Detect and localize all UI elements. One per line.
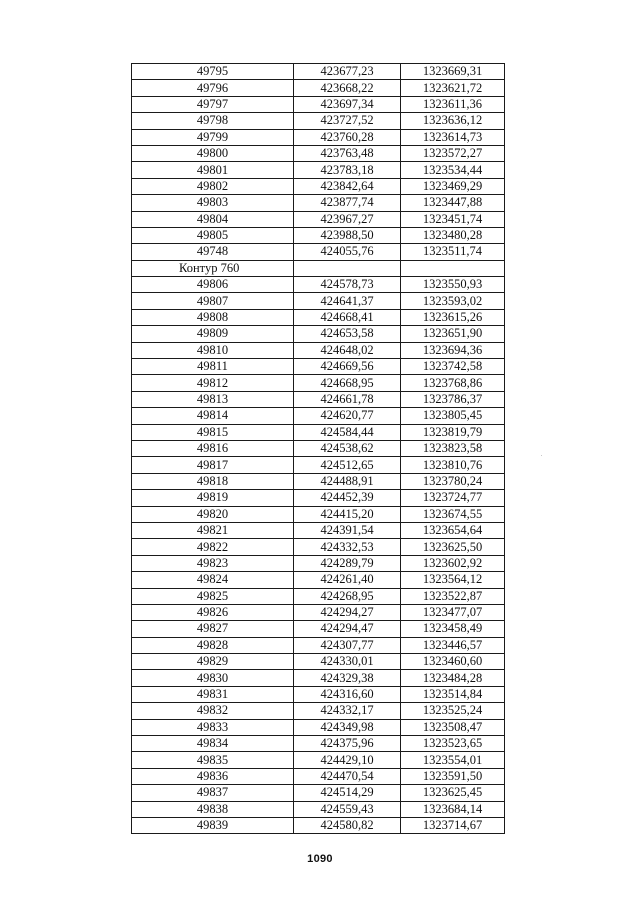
table-row: [132, 621, 505, 637]
point-number-cell: 49817: [132, 457, 294, 473]
point-number-cell: 49815: [132, 424, 294, 440]
y-coordinate-cell: 1323572,27: [401, 145, 505, 161]
table-row: [132, 408, 505, 424]
y-coordinate-cell: 1323615,26: [401, 309, 505, 325]
point-number-cell: 49814: [132, 408, 294, 424]
scan-speck: [541, 455, 542, 456]
table-row: [132, 490, 505, 506]
x-coordinate-cell: 424330,01: [294, 654, 401, 670]
point-number-cell: 49813: [132, 391, 294, 407]
y-coordinate-cell: 1323564,12: [401, 572, 505, 588]
y-coordinate-cell: 1323554,01: [401, 752, 505, 768]
x-coordinate-cell: 424452,39: [294, 490, 401, 506]
x-coordinate-cell: 424488,91: [294, 473, 401, 489]
x-coordinate-cell: 424661,78: [294, 391, 401, 407]
table-row: [132, 277, 505, 293]
point-number-cell: 49819: [132, 490, 294, 506]
x-coordinate-cell: 423697,34: [294, 96, 401, 112]
table-row: [132, 162, 505, 178]
y-coordinate-cell: 1323654,64: [401, 522, 505, 538]
coordinates-table: [131, 63, 505, 834]
y-coordinate-cell: 1323591,50: [401, 768, 505, 784]
y-coordinate-cell: 1323625,50: [401, 539, 505, 555]
y-coordinate-cell: 1323511,74: [401, 244, 505, 260]
point-number-cell: 49808: [132, 309, 294, 325]
y-coordinate-cell: 1323514,84: [401, 686, 505, 702]
x-coordinate-cell: 424329,38: [294, 670, 401, 686]
point-number-cell: 49748: [132, 244, 294, 260]
point-number-cell: 49802: [132, 178, 294, 194]
point-number-cell: 49826: [132, 604, 294, 620]
y-coordinate-cell: 1323522,87: [401, 588, 505, 604]
table-row: [132, 64, 505, 80]
point-number-cell: 49822: [132, 539, 294, 555]
y-coordinate-cell: 1323469,29: [401, 178, 505, 194]
x-coordinate-cell: 424268,95: [294, 588, 401, 604]
table-row: [132, 80, 505, 96]
point-number-cell: 49825: [132, 588, 294, 604]
y-coordinate-cell: 1323611,36: [401, 96, 505, 112]
point-number-cell: 49800: [132, 145, 294, 161]
x-coordinate-cell: 424391,54: [294, 522, 401, 538]
point-number-cell: 49816: [132, 440, 294, 456]
y-coordinate-cell: 1323446,57: [401, 637, 505, 653]
x-coordinate-cell: 424514,29: [294, 785, 401, 801]
table-row: [132, 227, 505, 243]
table-row: [132, 539, 505, 555]
table-row: [132, 654, 505, 670]
y-coordinate-cell: 1323823,58: [401, 440, 505, 456]
x-coordinate-cell: 424584,44: [294, 424, 401, 440]
point-number-cell: 49831: [132, 686, 294, 702]
x-coordinate-cell: 424307,77: [294, 637, 401, 653]
table-row: [132, 801, 505, 817]
table-row: [132, 719, 505, 735]
x-coordinate-cell: 423763,48: [294, 145, 401, 161]
x-coordinate-cell: 424641,37: [294, 293, 401, 309]
y-coordinate-cell: 1323477,07: [401, 604, 505, 620]
point-number-cell: 49806: [132, 277, 294, 293]
table-row: [132, 113, 505, 129]
point-number-cell: 49801: [132, 162, 294, 178]
table-row: [132, 326, 505, 342]
table-row: [132, 244, 505, 260]
point-number-cell: 49836: [132, 768, 294, 784]
x-coordinate-cell: 423842,64: [294, 178, 401, 194]
x-coordinate-cell: 424055,76: [294, 244, 401, 260]
point-number-cell: 49809: [132, 326, 294, 342]
point-number-cell: 49798: [132, 113, 294, 129]
x-coordinate-cell: 423760,28: [294, 129, 401, 145]
table-row: [132, 768, 505, 784]
x-coordinate-cell: 424578,73: [294, 277, 401, 293]
y-coordinate-cell: 1323447,88: [401, 195, 505, 211]
point-number-cell: 49803: [132, 195, 294, 211]
y-coordinate-cell: 1323534,44: [401, 162, 505, 178]
table-row: [132, 457, 505, 473]
y-coordinate-cell: 1323480,28: [401, 227, 505, 243]
y-coordinate-cell: 1323550,93: [401, 277, 505, 293]
point-number-cell: 49821: [132, 522, 294, 538]
table-row: [132, 703, 505, 719]
y-coordinate-cell: 1323819,79: [401, 424, 505, 440]
table-row: [132, 195, 505, 211]
table-row: [132, 145, 505, 161]
table-row: [132, 670, 505, 686]
x-coordinate-cell: 424415,20: [294, 506, 401, 522]
table-row: [132, 342, 505, 358]
x-coordinate-cell: [294, 260, 401, 276]
x-coordinate-cell: 424332,17: [294, 703, 401, 719]
y-coordinate-cell: [401, 260, 505, 276]
y-coordinate-cell: 1323625,45: [401, 785, 505, 801]
table-row: [132, 555, 505, 571]
y-coordinate-cell: 1323810,76: [401, 457, 505, 473]
x-coordinate-cell: 424668,95: [294, 375, 401, 391]
point-number-cell: 49795: [132, 64, 294, 80]
table-row: [132, 359, 505, 375]
table-row: [132, 211, 505, 227]
point-number-cell: 49811: [132, 359, 294, 375]
y-coordinate-cell: 1323780,24: [401, 473, 505, 489]
table-row: [132, 637, 505, 653]
x-coordinate-cell: 424294,47: [294, 621, 401, 637]
y-coordinate-cell: 1323651,90: [401, 326, 505, 342]
x-coordinate-cell: 423677,23: [294, 64, 401, 80]
x-coordinate-cell: 424261,40: [294, 572, 401, 588]
point-number-cell: 49838: [132, 801, 294, 817]
y-coordinate-cell: 1323458,49: [401, 621, 505, 637]
point-number-cell: 49805: [132, 227, 294, 243]
y-coordinate-cell: 1323508,47: [401, 719, 505, 735]
table-row: [132, 440, 505, 456]
y-coordinate-cell: 1323593,02: [401, 293, 505, 309]
y-coordinate-cell: 1323742,58: [401, 359, 505, 375]
y-coordinate-cell: 1323602,92: [401, 555, 505, 571]
x-coordinate-cell: 424648,02: [294, 342, 401, 358]
x-coordinate-cell: 424375,96: [294, 736, 401, 752]
table-row: [132, 424, 505, 440]
point-number-cell: 49812: [132, 375, 294, 391]
x-coordinate-cell: 424559,43: [294, 801, 401, 817]
table-row: [132, 752, 505, 768]
x-coordinate-cell: 423967,27: [294, 211, 401, 227]
point-number-cell: 49823: [132, 555, 294, 571]
table-row: [132, 293, 505, 309]
y-coordinate-cell: 1323523,65: [401, 736, 505, 752]
point-number-cell: 49810: [132, 342, 294, 358]
x-coordinate-cell: 424653,58: [294, 326, 401, 342]
point-number-cell: 49799: [132, 129, 294, 145]
point-number-cell: 49832: [132, 703, 294, 719]
x-coordinate-cell: 424620,77: [294, 408, 401, 424]
x-coordinate-cell: 424668,41: [294, 309, 401, 325]
point-number-cell: 49797: [132, 96, 294, 112]
point-number-cell: 49829: [132, 654, 294, 670]
point-number-cell: 49835: [132, 752, 294, 768]
y-coordinate-cell: 1323484,28: [401, 670, 505, 686]
table-row: [132, 736, 505, 752]
point-number-cell: 49820: [132, 506, 294, 522]
x-coordinate-cell: 424669,56: [294, 359, 401, 375]
y-coordinate-cell: 1323621,72: [401, 80, 505, 96]
point-number-cell: 49828: [132, 637, 294, 653]
point-number-cell: 49839: [132, 817, 294, 833]
table-row: [132, 686, 505, 702]
x-coordinate-cell: 424470,54: [294, 768, 401, 784]
table-row: [132, 309, 505, 325]
table-row: [132, 506, 505, 522]
y-coordinate-cell: 1323525,24: [401, 703, 505, 719]
y-coordinate-cell: 1323669,31: [401, 64, 505, 80]
x-coordinate-cell: 424538,62: [294, 440, 401, 456]
point-number-cell: 49827: [132, 621, 294, 637]
x-coordinate-cell: 423727,52: [294, 113, 401, 129]
x-coordinate-cell: 424580,82: [294, 817, 401, 833]
point-number-cell: 49807: [132, 293, 294, 309]
x-coordinate-cell: 424349,98: [294, 719, 401, 735]
x-coordinate-cell: 423877,74: [294, 195, 401, 211]
point-number-cell: 49834: [132, 736, 294, 752]
point-number-cell: 49837: [132, 785, 294, 801]
y-coordinate-cell: 1323684,14: [401, 801, 505, 817]
table-row: [132, 817, 505, 833]
y-coordinate-cell: 1323714,67: [401, 817, 505, 833]
y-coordinate-cell: 1323451,74: [401, 211, 505, 227]
table-row: [132, 785, 505, 801]
x-coordinate-cell: 424316,60: [294, 686, 401, 702]
x-coordinate-cell: 423783,18: [294, 162, 401, 178]
point-number-cell: 49830: [132, 670, 294, 686]
y-coordinate-cell: 1323694,36: [401, 342, 505, 358]
table-row: [132, 522, 505, 538]
y-coordinate-cell: 1323636,12: [401, 113, 505, 129]
y-coordinate-cell: 1323768,86: [401, 375, 505, 391]
y-coordinate-cell: 1323786,37: [401, 391, 505, 407]
point-number-cell: 49796: [132, 80, 294, 96]
table-row: [132, 604, 505, 620]
x-coordinate-cell: 424332,53: [294, 539, 401, 555]
table-row: [132, 572, 505, 588]
table-row: [132, 96, 505, 112]
table-row: [132, 473, 505, 489]
point-number-cell: 49824: [132, 572, 294, 588]
y-coordinate-cell: 1323460,60: [401, 654, 505, 670]
table-row: [132, 178, 505, 194]
x-coordinate-cell: 424512,65: [294, 457, 401, 473]
table-row: [132, 129, 505, 145]
x-coordinate-cell: 424289,79: [294, 555, 401, 571]
table-row: [132, 375, 505, 391]
page-number: 1090: [307, 853, 333, 865]
y-coordinate-cell: 1323724,77: [401, 490, 505, 506]
table-row: [132, 588, 505, 604]
table-row: [132, 391, 505, 407]
x-coordinate-cell: 424429,10: [294, 752, 401, 768]
contour-label: Контур 760: [132, 260, 294, 276]
y-coordinate-cell: 1323674,55: [401, 506, 505, 522]
x-coordinate-cell: 423668,22: [294, 80, 401, 96]
y-coordinate-cell: 1323614,73: [401, 129, 505, 145]
point-number-cell: 49818: [132, 473, 294, 489]
x-coordinate-cell: 424294,27: [294, 604, 401, 620]
y-coordinate-cell: 1323805,45: [401, 408, 505, 424]
contour-header-row: [132, 260, 505, 276]
coordinates-table-body: [132, 64, 505, 834]
point-number-cell: 49833: [132, 719, 294, 735]
x-coordinate-cell: 423988,50: [294, 227, 401, 243]
point-number-cell: 49804: [132, 211, 294, 227]
